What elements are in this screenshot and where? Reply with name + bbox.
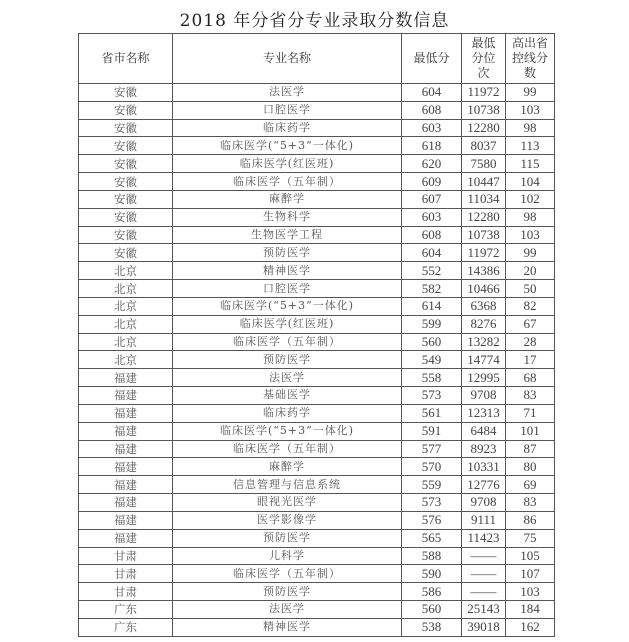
cell-above-line: 80	[506, 458, 555, 476]
table-row	[79, 262, 555, 280]
cell-above-line: 71	[506, 404, 555, 422]
cell-above-line: 99	[506, 244, 555, 262]
cell-min-score: 559	[402, 476, 462, 494]
cell-major: 临床医学(“5+3”一体化)	[173, 137, 402, 155]
cell-min-score: 549	[402, 351, 462, 369]
cell-major: 临床医学（五年制）	[173, 333, 402, 351]
cell-major: 法医学	[173, 369, 402, 387]
cell-above-line: 99	[506, 84, 555, 102]
cell-above-line: 17	[506, 351, 555, 369]
cell-province: 北京	[79, 262, 173, 280]
cell-province: 福建	[79, 404, 173, 422]
cell-above-line: 69	[506, 476, 555, 494]
table-row	[79, 404, 555, 422]
cell-min-score: 573	[402, 494, 462, 512]
cell-min-score: 582	[402, 280, 462, 298]
table-row	[79, 387, 555, 405]
cell-above-line: 107	[506, 565, 555, 583]
table-row	[79, 190, 555, 208]
cell-min-rank: 8037	[462, 137, 506, 155]
table-row	[79, 511, 555, 529]
cell-min-rank: ——	[462, 583, 506, 601]
cell-min-rank: ——	[462, 547, 506, 565]
header-major: 专业名称	[173, 34, 402, 84]
cell-min-rank: 13282	[462, 333, 506, 351]
cell-min-score: 618	[402, 137, 462, 155]
cell-min-score: 538	[402, 618, 462, 636]
cell-province: 福建	[79, 369, 173, 387]
cell-min-score: 588	[402, 547, 462, 565]
cell-province: 安徽	[79, 137, 173, 155]
header-province: 省市名称	[79, 34, 173, 84]
cell-province: 安徽	[79, 84, 173, 102]
cell-province: 北京	[79, 280, 173, 298]
cell-province: 福建	[79, 440, 173, 458]
cell-province: 安徽	[79, 173, 173, 191]
cell-above-line: 103	[506, 101, 555, 119]
cell-province: 福建	[79, 476, 173, 494]
cell-province: 安徽	[79, 244, 173, 262]
cell-min-rank: 7580	[462, 155, 506, 173]
table-row	[79, 529, 555, 547]
cell-province: 安徽	[79, 226, 173, 244]
cell-major: 信息管理与信息系统	[173, 476, 402, 494]
cell-above-line: 87	[506, 440, 555, 458]
cell-above-line: 50	[506, 280, 555, 298]
cell-province: 安徽	[79, 190, 173, 208]
cell-major: 预防医学	[173, 351, 402, 369]
cell-min-score: 552	[402, 262, 462, 280]
cell-min-score: 608	[402, 101, 462, 119]
cell-above-line: 83	[506, 494, 555, 512]
cell-province: 安徽	[79, 208, 173, 226]
cell-major: 临床医学（五年制）	[173, 440, 402, 458]
cell-province: 甘肃	[79, 547, 173, 565]
cell-above-line: 83	[506, 387, 555, 405]
cell-province: 福建	[79, 387, 173, 405]
cell-major: 临床药学	[173, 119, 402, 137]
cell-min-score: 573	[402, 387, 462, 405]
cell-province: 北京	[79, 315, 173, 333]
cell-min-score: 576	[402, 511, 462, 529]
cell-above-line: 67	[506, 315, 555, 333]
cell-min-score: 603	[402, 208, 462, 226]
cell-above-line: 75	[506, 529, 555, 547]
cell-above-line: 82	[506, 297, 555, 315]
table-row	[79, 583, 555, 601]
cell-province: 福建	[79, 529, 173, 547]
cell-province: 广东	[79, 601, 173, 619]
cell-min-score: 608	[402, 226, 462, 244]
table-row	[79, 618, 555, 636]
table-row	[79, 494, 555, 512]
cell-above-line: 68	[506, 369, 555, 387]
cell-min-rank: 8276	[462, 315, 506, 333]
cell-province: 福建	[79, 494, 173, 512]
cell-min-rank: 9111	[462, 511, 506, 529]
cell-min-score: 560	[402, 333, 462, 351]
cell-min-rank: 12776	[462, 476, 506, 494]
cell-above-line: 104	[506, 173, 555, 191]
table-row	[79, 315, 555, 333]
cell-above-line: 28	[506, 333, 555, 351]
header-min-score: 最低分	[402, 34, 462, 84]
cell-above-line: 113	[506, 137, 555, 155]
cell-above-line: 102	[506, 190, 555, 208]
cell-min-score: 558	[402, 369, 462, 387]
cell-major: 生物医学工程	[173, 226, 402, 244]
table-body	[79, 84, 555, 637]
cell-min-rank: 12313	[462, 404, 506, 422]
cell-above-line: 101	[506, 422, 555, 440]
cell-province: 甘肃	[79, 583, 173, 601]
table-header-row	[79, 34, 555, 84]
cell-min-rank: 8923	[462, 440, 506, 458]
table-row	[79, 422, 555, 440]
cell-min-score: 590	[402, 565, 462, 583]
cell-major: 法医学	[173, 84, 402, 102]
cell-min-rank: 10466	[462, 280, 506, 298]
cell-major: 临床医学（五年制）	[173, 173, 402, 191]
table-row	[79, 476, 555, 494]
cell-above-line: 20	[506, 262, 555, 280]
table-row	[79, 565, 555, 583]
cell-min-score: 570	[402, 458, 462, 476]
cell-major: 法医学	[173, 601, 402, 619]
cell-min-score: 607	[402, 190, 462, 208]
cell-major: 临床医学(“5+3”一体化)	[173, 422, 402, 440]
table-row	[79, 101, 555, 119]
cell-min-rank: 10738	[462, 226, 506, 244]
cell-min-score: 609	[402, 173, 462, 191]
cell-min-score: 614	[402, 297, 462, 315]
cell-min-score: 560	[402, 601, 462, 619]
cell-above-line: 105	[506, 547, 555, 565]
cell-major: 精神医学	[173, 262, 402, 280]
cell-min-score: 599	[402, 315, 462, 333]
cell-min-rank: 10331	[462, 458, 506, 476]
cell-min-rank: 11972	[462, 84, 506, 102]
cell-major: 预防医学	[173, 583, 402, 601]
table-row	[79, 458, 555, 476]
table-row	[79, 297, 555, 315]
document-title: 2018 年分省分专业录取分数信息	[179, 11, 450, 31]
table-row	[79, 547, 555, 565]
cell-min-rank: 14774	[462, 351, 506, 369]
cell-min-rank: 12280	[462, 119, 506, 137]
table-row	[79, 369, 555, 387]
cell-major: 预防医学	[173, 529, 402, 547]
admission-scores-table	[78, 33, 555, 637]
table-row	[79, 440, 555, 458]
cell-above-line: 103	[506, 226, 555, 244]
cell-above-line: 162	[506, 618, 555, 636]
cell-province: 福建	[79, 458, 173, 476]
cell-min-score: 561	[402, 404, 462, 422]
cell-min-score: 604	[402, 244, 462, 262]
cell-province: 北京	[79, 351, 173, 369]
table-row	[79, 333, 555, 351]
cell-above-line: 98	[506, 119, 555, 137]
cell-min-score: 565	[402, 529, 462, 547]
cell-above-line: 86	[506, 511, 555, 529]
cell-major: 临床医学（五年制）	[173, 565, 402, 583]
cell-major: 预防医学	[173, 244, 402, 262]
table-row	[79, 208, 555, 226]
table-row	[79, 155, 555, 173]
table-row	[79, 226, 555, 244]
cell-min-rank: 11972	[462, 244, 506, 262]
header-above-line: 高出省控线分数	[506, 34, 555, 84]
header-min-rank: 最低分位次	[462, 34, 506, 84]
table-row	[79, 351, 555, 369]
cell-min-rank: 9708	[462, 387, 506, 405]
cell-min-rank: 39018	[462, 618, 506, 636]
cell-major: 精神医学	[173, 618, 402, 636]
cell-province: 甘肃	[79, 565, 173, 583]
table-row	[79, 280, 555, 298]
cell-major: 麻醉学	[173, 458, 402, 476]
cell-min-rank: 14386	[462, 262, 506, 280]
cell-major: 基础医学	[173, 387, 402, 405]
cell-min-rank: 25143	[462, 601, 506, 619]
cell-province: 广东	[79, 618, 173, 636]
cell-province: 安徽	[79, 155, 173, 173]
cell-major: 眼视光医学	[173, 494, 402, 512]
cell-above-line: 98	[506, 208, 555, 226]
table-row	[79, 173, 555, 191]
cell-above-line: 115	[506, 155, 555, 173]
cell-province: 北京	[79, 333, 173, 351]
cell-min-score: 591	[402, 422, 462, 440]
cell-min-score: 604	[402, 84, 462, 102]
cell-min-rank: 10738	[462, 101, 506, 119]
table-row	[79, 84, 555, 102]
cell-major: 临床药学	[173, 404, 402, 422]
cell-major: 麻醉学	[173, 190, 402, 208]
table-row	[79, 119, 555, 137]
cell-major: 医学影像学	[173, 511, 402, 529]
cell-major: 口腔医学	[173, 280, 402, 298]
cell-province: 福建	[79, 422, 173, 440]
cell-major: 儿科学	[173, 547, 402, 565]
cell-major: 临床医学(“5+3”一体化)	[173, 297, 402, 315]
cell-province: 福建	[79, 511, 173, 529]
cell-major: 生物科学	[173, 208, 402, 226]
table-row	[79, 137, 555, 155]
table-row	[79, 244, 555, 262]
cell-min-score: 620	[402, 155, 462, 173]
cell-min-rank: 12995	[462, 369, 506, 387]
cell-min-rank: 6368	[462, 297, 506, 315]
cell-min-score: 586	[402, 583, 462, 601]
cell-min-rank: 11423	[462, 529, 506, 547]
cell-min-rank: 12280	[462, 208, 506, 226]
cell-major: 临床医学(红医班)	[173, 315, 402, 333]
cell-min-rank: 10447	[462, 173, 506, 191]
cell-min-rank: ——	[462, 565, 506, 583]
cell-min-rank: 6484	[462, 422, 506, 440]
cell-province: 安徽	[79, 101, 173, 119]
cell-major: 口腔医学	[173, 101, 402, 119]
table-row	[79, 601, 555, 619]
cell-province: 北京	[79, 297, 173, 315]
cell-province: 安徽	[79, 119, 173, 137]
cell-above-line: 184	[506, 601, 555, 619]
cell-min-score: 603	[402, 119, 462, 137]
cell-major: 临床医学(红医班)	[173, 155, 402, 173]
cell-above-line: 103	[506, 583, 555, 601]
cell-min-rank: 11034	[462, 190, 506, 208]
cell-min-rank: 9708	[462, 494, 506, 512]
cell-min-score: 577	[402, 440, 462, 458]
